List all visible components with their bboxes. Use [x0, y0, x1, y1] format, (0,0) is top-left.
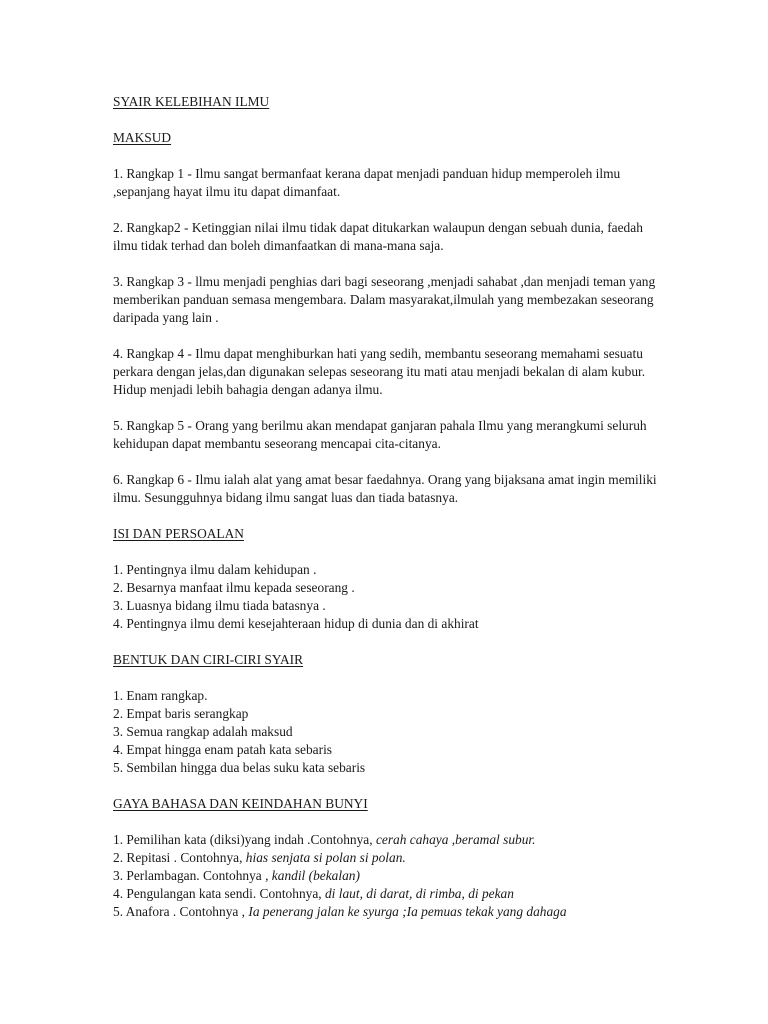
section-heading-gaya: GAYA BAHASA DAN KEINDAHAN BUNYI	[113, 796, 368, 811]
gaya-item-example: Ia penerang jalan ke syurga ;Ia pemuas tekak yang dahaga	[248, 904, 567, 919]
maksud-paragraph: 6. Rangkap 6 - Ilmu ialah alat yang amat besar faedahnya. Orang yang bijaksana amat ingin memiliki ilmu. Sesungguhnya bidang ilmu sangat luas dan tiada batasnya.	[113, 472, 657, 505]
maksud-paragraph: 5. Rangkap 5 - Orang yang berilmu akan mendapat ganjaran pahala Ilmu yang merangkumi seluruh kehidupan dapat membantu seseorang mencapai cita-citanya.	[113, 418, 647, 451]
section-heading-isi: ISI DAN PERSOALAN	[113, 526, 244, 541]
list-item: 4. Pentingnya ilmu demi kesejahteraan hidup di dunia dan di akhirat	[113, 616, 479, 631]
list-item	[113, 867, 658, 885]
isi-list	[113, 561, 658, 633]
list-item: 5. Sembilan hingga dua belas suku kata sebaris	[113, 760, 366, 775]
list-item	[113, 885, 658, 903]
gaya-item-example: , kandil (bekalan)	[265, 868, 360, 883]
gaya-item-text: 1. Pemilihan kata (diksi)yang indah .Contohnya,	[113, 832, 376, 847]
gaya-item-text: 2. Repitasi . Contohnya,	[113, 850, 246, 865]
list-item	[113, 849, 658, 867]
maksud-paragraph: 3. Rangkap 3 - llmu menjadi penghias dari bagi seseorang ,menjadi sahabat ,dan menjadi teman yang memberikan panduan semasa mengembara. Dalam masyarakat,ilmulah yang membezakan seseorang daripada yang lain .	[113, 274, 656, 325]
list-item: 4. Empat hingga enam patah kata sebaris	[113, 742, 333, 757]
list-item: 3. Luasnya bidang ilmu tiada batasnya .	[113, 598, 326, 613]
gaya-item-example: hias senjata si polan si polan.	[245, 850, 406, 865]
list-item: 3. Semua rangkap adalah maksud	[113, 724, 293, 739]
list-item: 2. Empat baris serangkap	[113, 706, 249, 721]
list-item: 1. Enam rangkap.	[113, 688, 208, 703]
gaya-list	[113, 831, 658, 921]
document-body	[113, 93, 658, 939]
maksud-paragraph: 1. Rangkap 1 - Ilmu sangat bermanfaat kerana dapat menjadi panduan hidup memperoleh ilmu ,sepanjang hayat ilmu itu dapat dimanfaat.	[113, 166, 621, 199]
list-item	[113, 831, 658, 849]
gaya-item-text: 3. Perlambagan. Contohnya	[113, 868, 266, 883]
list-item: 1. Pentingnya ilmu dalam kehidupan .	[113, 562, 317, 577]
section-heading-maksud: MAKSUD	[113, 130, 172, 145]
list-item	[113, 903, 658, 921]
maksud-paragraph: 4. Rangkap 4 - Ilmu dapat menghiburkan hati yang sedih, membantu seseorang memahami sesuatu perkara dengan jelas,dan digunakan selepas seseorang itu mati atau menjadi bekalan di alam kubur. Hidup menjadi lebih bahagia dengan adanya ilmu.	[113, 346, 646, 397]
maksud-paragraph: 2. Rangkap2 - Ketinggian nilai ilmu tidak dapat ditukarkan walaupun dengan sebuah dunia, faedah ilmu tidak terhad dan boleh dimanfaatkan di mana-mana saja.	[113, 220, 643, 253]
gaya-item-text: 4. Pengulangan kata sendi. Contohnya,	[113, 886, 325, 901]
gaya-item-example: cerah cahaya ,beramal subur.	[375, 832, 536, 847]
gaya-item-example: di laut, di darat, di rimba, di pekan	[324, 886, 514, 901]
document-title: SYAIR KELEBIHAN ILMU	[113, 94, 270, 109]
bentuk-list	[113, 687, 658, 777]
section-heading-bentuk: BENTUK DAN CIRI-CIRI SYAIR	[113, 652, 304, 667]
list-item: 2. Besarnya manfaat ilmu kepada seseorang .	[113, 580, 355, 595]
gaya-item-text: 5. Anafora . Contohnya ,	[113, 904, 249, 919]
